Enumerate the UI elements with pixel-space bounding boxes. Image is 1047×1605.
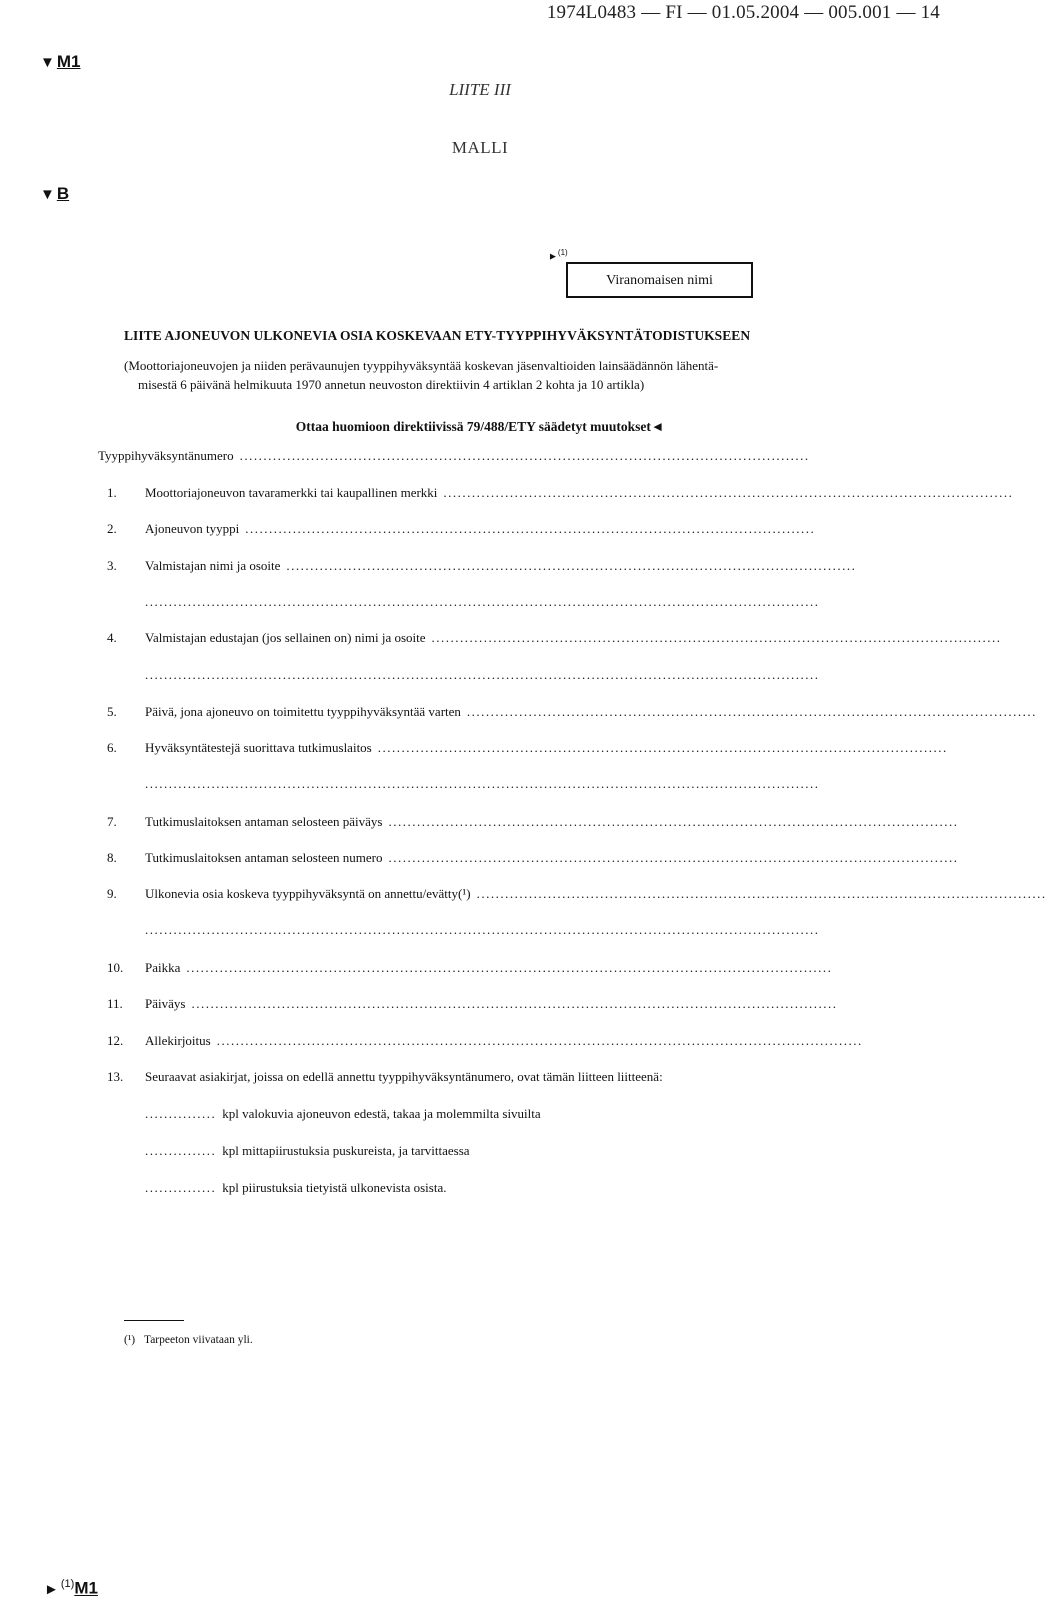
document-title: LIITE AJONEUVON ULKONEVIA OSIA KOSKEVAAN ETY-TYYPPIHYVÄKSYNTÄTODISTUKSEEN [124,328,751,343]
footnote-ref: (1) [60,1578,75,1590]
fill-in-dots: ........................................................................................................................ [431,630,1002,645]
fill-in-dots: ............... [145,1180,217,1195]
amendment-note: Ottaa huomioon direktiivissä 79/488/ETY säädetyt muutokset◄ [295,419,665,434]
item-number: 9. [107,886,117,901]
intro-line-2: misestä 6 päivänä helmikuuta 1970 annetun neuvoston direktiivin 4 artiklan 2 kohta ja 10 artikla) [138,377,645,392]
item-label: Moottoriajoneuvon tavaramerkki tai kaupallinen merkki [145,485,438,500]
form-item-4 [107,630,1002,646]
item-number: 5. [107,704,117,719]
fill-in-dots: ........................................................................................................................................ [191,996,838,1011]
fill-in-dots: ........................................................................................................................ [245,521,816,536]
attachment-label: kpl mittapiirustuksia puskureista, ja tarvittaessa [222,1143,470,1158]
form-item-6 [107,740,948,756]
form-item-1 [107,485,1014,501]
item-number: 7. [107,814,117,829]
approval-number-field [98,448,810,464]
item-number: 8. [107,850,117,865]
item-label: Tutkimuslaitoksen antaman selosteen päiväys [145,814,383,829]
footnote-ref: (1) [557,248,568,257]
down-triangle-icon: ▼ [40,186,55,203]
item-number: 2. [107,521,117,536]
form-item-10 [107,960,833,976]
approval-number-label: Tyyppihyväksyntänumero [98,448,234,463]
item-label: Allekirjoitus [145,1033,211,1048]
item-number: 13. [107,1069,124,1084]
form-item-7 [107,814,959,830]
continuation-dots: .............................................................................................................................................. [145,667,820,682]
fill-in-dots: ........................................................................................................................ [466,704,1037,719]
item-number: 3. [107,558,117,573]
form-item-5 [107,704,1037,720]
fill-in-dots: ............... [145,1143,217,1158]
form-item-3 [107,558,857,574]
attachment-drawings [145,1143,470,1159]
item-number: 10. [107,960,124,975]
form-item-8 [107,850,959,866]
annex-title: LIITE III [449,80,511,99]
annex-subtitle: MALLI [451,138,509,157]
attachment-label: kpl piirustuksia tietyistä ulkonevista osista. [222,1180,447,1195]
footnote [124,1334,253,1346]
item-label: Ajoneuvon tyyppi [145,521,240,536]
item-label: Valmistajan edustajan (jos sellainen on) nimi ja osoite [145,630,426,645]
fill-in-dots: ........................................................................................................................ [377,740,948,755]
form-item-13 [107,1069,807,1085]
item-label: Ulkonevia osia koskeva tyyppihyväksyntä on annettu/evätty(¹) [145,886,471,901]
fill-in-dots: ........................................................................................................................................ [186,960,833,975]
right-triangle-icon: ► [44,1580,59,1598]
attachment-label: kpl valokuvia ajoneuvon edestä, takaa ja molemmilta sivuilta [222,1106,541,1121]
document-reference: 1974L0483 — FI — 01.05.2004 — 005.001 — 14 [546,2,940,23]
item-number: 1. [107,485,117,500]
fill-in-dots: ........................................................................................................................ [239,448,810,463]
item-number: 4. [107,630,117,645]
form-item-11 [107,996,838,1012]
marker-code: M1 [56,52,81,71]
continuation-dots: .............................................................................................................................................. [145,776,820,791]
intro-line-1: (Moottoriajoneuvojen ja niiden perävaunujen tyyppihyväksyntää koskevan jäsenvaltioiden lainsäädännön lähentä- [124,358,719,373]
fill-in-dots: ........................................................................................................................ [476,886,1047,901]
amendment-marker-b [40,184,69,204]
attachment-photos [145,1106,541,1122]
fill-in-dots: ........................................................................................................................ [388,850,959,865]
item-label: Hyväksyntätestejä suorittava tutkimuslaitos [145,740,372,755]
fill-in-dots: ........................................................................................................................ [286,558,857,573]
item-label: Valmistajan nimi ja osoite [145,558,281,573]
item-number: 6. [107,740,117,755]
item-number: 11. [107,996,123,1011]
item-label: Paikka [145,960,181,975]
fill-in-dots: ........................................................................................................................ [443,485,1014,500]
form-item-12 [107,1033,863,1049]
item-number: 12. [107,1033,124,1048]
continuation-dots: .............................................................................................................................................. [145,922,820,937]
fill-in-dots: ............... [145,1106,217,1121]
amendment-marker-m1 [40,52,80,72]
footnote-mark: (¹) [124,1334,136,1346]
amendment-marker-bottom [44,1578,98,1599]
footnote-text: Tarpeeton viivataan yli. [143,1334,253,1346]
continuation-dots: .............................................................................................................................................. [145,594,820,609]
fill-in-dots: ........................................................................................................................ [388,814,959,829]
authority-name-box: Viranomaisen nimi [566,262,753,298]
attachment-parts-drawings [145,1180,446,1196]
item-label: Päiväys [145,996,186,1011]
marker-code: M1 [74,1578,98,1598]
item-label: Tutkimuslaitoksen antaman selosteen numero [145,850,383,865]
document-intro [124,356,756,394]
down-triangle-icon: ▼ [40,54,55,71]
item-label: Päivä, jona ajoneuvo on toimitettu tyyppihyväksyntää varten [145,704,461,719]
item-label: Seuraavat asiakirjat, joissa on edellä annettu tyyppihyväksyntänumero, ovat tämän liitteen liitteenä: [145,1069,663,1084]
authority-note [548,248,568,262]
right-triangle-icon: ► [548,251,558,263]
form-item-9 [107,886,1047,902]
marker-code: B [56,184,70,203]
footnote-separator [124,1320,184,1321]
form-item-2 [107,521,816,537]
fill-in-dots: ........................................................................................................................................ [216,1033,863,1048]
